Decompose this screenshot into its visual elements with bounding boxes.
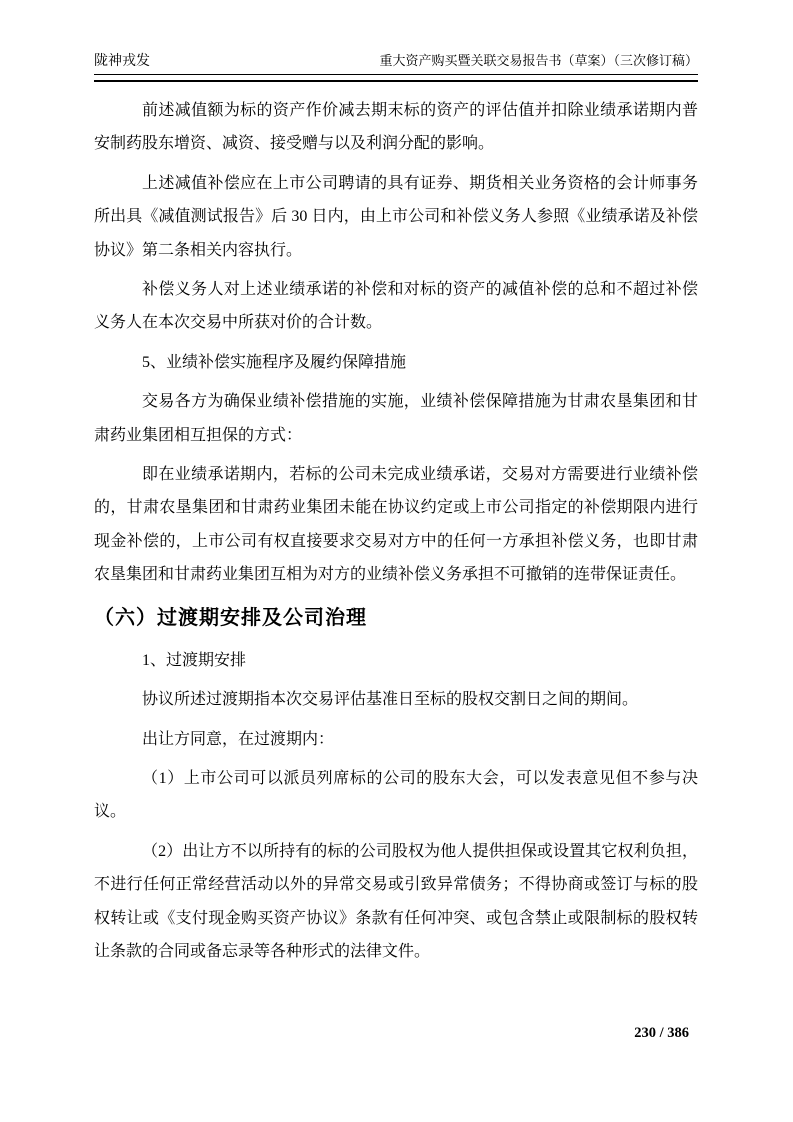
paragraph: 交易各方为确保业绩补偿措施的实施，业绩补偿保障措施为甘肃农垦集团和甘肃药业集团相互担保的方式： [94,393,698,444]
header-company-name: 陇神戎发 [94,54,150,69]
paragraph: 协议所述过渡期指本次交易评估基准日至标的股权交割日之间的期间。 [142,691,639,709]
paragraph: 补偿义务人对上述业绩承诺的补偿和对标的资产的减值补偿的总和不超过补偿义务人在本次交易中所获对价的合计数。 [94,281,698,332]
section-heading-transition-period: （六）过渡期安排及公司治理 [94,606,367,629]
paragraph: （1）上市公司可以派员列席标的公司的股东大会，可以发表意见但不参与决议。 [94,769,698,821]
numbered-heading-5: 5、业绩补偿实施程序及履约保障措施 [142,353,407,371]
header-row [94,51,698,75]
paragraph: 出让方同意，在过渡期内： [142,730,335,748]
page-number: 230 / 386 [634,1025,689,1041]
paragraph: （2）出让方不以所持有的标的公司股权为他人提供担保或设置其它权利负担，不进行任何正常经营活动以外的异常交易或引致异常债务；不得协商或签订与标的股权转让或《支付现金购买资产协议》条款有任何冲突、或包含禁止或限制标的股权转让条款的合同或备忘录等各种形式的法律文件。 [94,842,698,960]
paragraph: 即在业绩承诺期内，若标的公司未完成业绩承诺，交易对方需要进行业绩补偿的，甘肃农垦集团和甘肃药业集团未能在协议约定或上市公司指定的补偿期限内进行现金补偿的，上市公司有权直接要求交易对方中的任何一方承担补偿义务，也即甘肃农垦集团和甘肃药业集团互相为对方的业绩补偿义务承担不可撤销的连带保证责任。 [94,466,698,584]
header-divider-rule [94,80,698,82]
page-header [94,51,698,82]
document-body [94,94,698,974]
paragraph: 上述减值补偿应在上市公司聘请的具有证券、期货相关业务资格的会计师事务所出具《减值测试报告》后 30 日内，由上市公司和补偿义务人参照《业绩承诺及补偿协议》第二条相关内容执行。 [94,174,698,259]
numbered-heading-1: 1、过渡期安排 [142,651,247,669]
paragraph: 前述减值额为标的资产作价减去期末标的资产的评估值并扣除业绩承诺期内普安制药股东增资、减资、接受赠与以及利润分配的影响。 [94,102,698,153]
header-report-title: 重大资产购买暨关联交易报告书（草案）（三次修订稿） [379,53,698,68]
